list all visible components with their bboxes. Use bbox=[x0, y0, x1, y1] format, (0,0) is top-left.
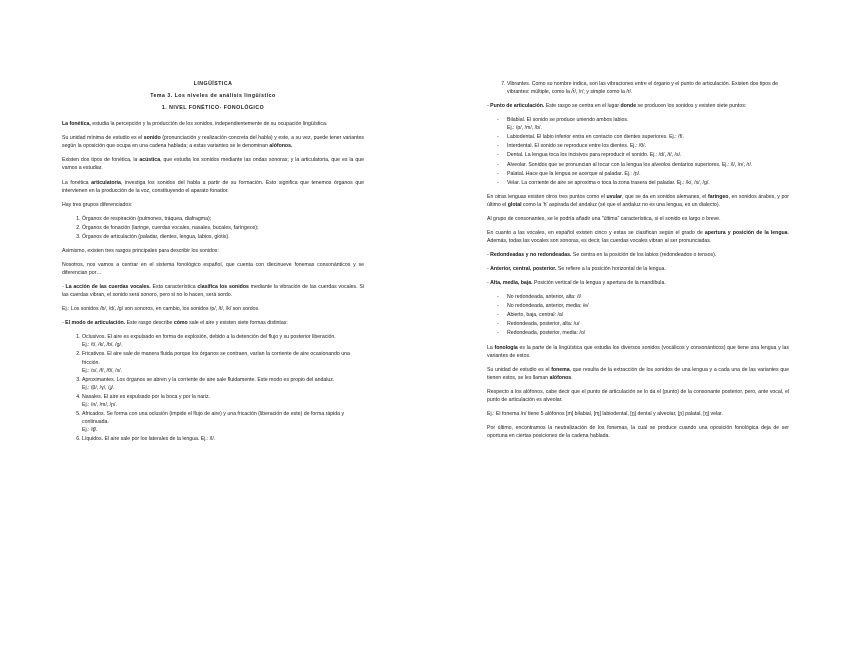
paragraph-anterior-central: - Anterior, central, posterior. Se refiere a la posición horizontal de la lengua. bbox=[487, 266, 666, 273]
list-item: - Interdental. El sonido se reproduce entre los dientes. Ej.: /θ/. bbox=[507, 142, 789, 150]
paragraph-punto-articulacion: - Punto de articulación. Este rasgo se centra en el lugar donde se producen los sonidos y existen siete puntos: bbox=[487, 103, 747, 110]
list-item: 1. Oclusivos. El aire es expulsado en forma de explosión, debido a la detención del flujo y su posterior liberación. Ej.: /t/, /k/, /b/, /g/. bbox=[82, 333, 364, 349]
paragraph-rasgos: Asimismo, existen tres rasgos principales para describir los sonidos: bbox=[62, 247, 219, 254]
modes-list bbox=[62, 333, 364, 443]
left-column bbox=[62, 80, 364, 449]
list-item: - Bilabial. El sonido se produce uniendo ambos labios. Ej.: /p/, /m/, /b/. bbox=[507, 116, 789, 132]
paragraph-neutralizacion: Por último, encontramos la neutralización de los fonemas, la cual se produce cuando una oposición fonológica deja de ser oportuna en ciertas posiciones de la cadena hablada. bbox=[487, 424, 789, 439]
organs-list bbox=[62, 215, 364, 241]
list-item: 3. Aproximantes. Los órganos se abren y la corriente de aire sale fluidamente. Este modo es propio del andaluz. Ej.: /β/, /γ/, /ʝ/. bbox=[82, 376, 364, 392]
list-item: - No redondeada, anterior, media: /e/ bbox=[507, 302, 789, 310]
list-item: 4. Nasales. El aire es expulsado por la boca y por la nariz. Ej.: /n/, /m/, /ɲ/. bbox=[82, 393, 364, 409]
paragraph-alta-media-baja: - Alta, media, baja. Posición vertical de la lengua y apertura de la mandíbula. bbox=[487, 280, 666, 287]
paragraph-tipos-fonetica: Existen dos tipos de fonética, la acústica, que estudia los sonidos mediante las ondas sonoras; y la articulatoria, que es la que vamos a estudiar. bbox=[62, 157, 365, 172]
list-item: - Dental. La lengua toca los incisivos para reproducir el sonido. Ej.: /d/, /t/, /s/. bbox=[507, 151, 789, 159]
list-item: - Labiodental. El labio inferior entra en contacto con dientes superiores. Ej.: /f/. bbox=[507, 133, 789, 141]
list-item: - Palatal. Hace que la lengua se acerque al paladar. Ej.: /ɲ/. bbox=[507, 170, 789, 178]
paragraph-modo-articulacion: - El modo de articulación. Este rasgo describe cómo sale el aire y existen siete formas distintas: bbox=[62, 320, 288, 327]
list-item: 7. Vibrantes. Como su nombre indica, son las vibraciones entre el órgano y el punto de articulación. Existen dos tipos de vibrantes: múltiple, como la /r̄/, /r/; y simple como la /r/. bbox=[507, 80, 789, 96]
list-item: - Redondeada, posterior, alta: /u/ bbox=[507, 320, 789, 328]
document-title: LINGÜÍSTICA bbox=[193, 81, 233, 87]
topic-title: Tema 3. Los niveles de análisis lingüístico bbox=[150, 93, 276, 100]
list-item: 6. Líquidos. El aire sale por los laterales de la lengua. Ej.: /l/. bbox=[82, 435, 364, 443]
paragraph-fonema: Su unidad de estudio es el fonema, que resulta de la extracción de los sonidos de una lengua y a cada una de las variantes que tienen estos, se les llaman alófonos. bbox=[487, 366, 789, 381]
list-item: 1. Órganos de respiración (pulmones, tráquea, diafragma); bbox=[82, 215, 364, 223]
paragraph-articulatoria: La fonética articulatoria, investiga los sonidos del habla a partir de su formación. Esto significa que tenemos órganos que intervienen en la producción de la voz, constituyendo el aparato fonador. bbox=[62, 179, 364, 194]
paragraph-otras-lenguas: En otras lenguas existen otros tres puntos como el uvular, que se da en sonidos alemanes, el faríngeo, en sonidos árabes, y por último el glotal como la 'h' aspirada del andaluz (sé que el andaluz no es una lengua, es un dialecto). bbox=[487, 193, 789, 208]
list-item: 2. Órganos de fonación (laringe, cuerdas vocales, nasales, bucales, faríngeos); bbox=[82, 224, 364, 232]
section-heading: 1. NIVEL FONÉTICO- FONOLÓGICO bbox=[161, 105, 265, 112]
points-list bbox=[487, 116, 789, 187]
modes-list-continued bbox=[487, 80, 789, 96]
paragraph-sonido: Su unidad mínima de estudio es el sonido (pronunciación y realización concreta del habla) y este, a su vez, puede tener variantes según la oposición que ocupa en una cadena hablada; a estas variantes se le denominan alófonos. bbox=[62, 135, 364, 150]
paragraph-grupos: Hay tres grupos diferenciados: bbox=[62, 201, 133, 208]
list-item: 5. Africados. Se forma con una oclusión (impide el flujo de aire) y una fricación (liberación de este) de forma rápida y continuada. Ej.: /ʧ/. bbox=[82, 410, 364, 434]
paragraph-sistema: Nosotros, nos vamos a centrar en el sistema fonológico español, que cuenta con diecinueve fonemas consonánticos y se diferencian por… bbox=[62, 261, 364, 276]
paragraph-fonologia: La fonología es la parte de la lingüística que estudia los diversos sonidos (vocálicos y consonánticos) que tiene una lengua y las variantes de estos. bbox=[487, 344, 789, 359]
vowels-list bbox=[487, 293, 789, 337]
paragraph-ejemplo-sonoros: Ej.: Los sonidos /b/, /d/, /g/ son sonoros, en cambio, los sonidos /p/, /t/, /k/ son sordos. bbox=[62, 306, 260, 313]
list-item: - Abierto, baja, central: /a/ bbox=[507, 311, 789, 319]
paragraph-largo-breve: Al grupo de consonantes, se le podría añadir una "última" característica, si el sonido es largo o breve. bbox=[487, 215, 721, 222]
paragraph-fonetica: La fonética, estudia la percepción y la producción de los sonidos, independientemente de su ocupación lingüística. bbox=[62, 121, 328, 128]
paragraph-redondeadas: - Redondeadas y no redondeadas. Se centra en la posición de los labios (redondeados o tensos). bbox=[487, 252, 717, 258]
list-item: - Alveolar. Sonidos que se pronuncian al tocar con la lengua los alveolos dentarios superiores. Ej.: /l/, /n/, /r/. bbox=[507, 161, 789, 169]
list-item: - Redondeada, posterior, media: /o/ bbox=[507, 329, 789, 337]
list-item: 2. Fricativos. El aire sale de manera fluida porque los órganos se contraen, varían la corriente de aire ocasionando una fricción. Ej.: /s/, /f/, /θ/, /x/. bbox=[82, 350, 364, 374]
paragraph-cuerdas-vocales: - La acción de las cuerdas vocales. Esta característica clasifica los sonidos mediante la vibración de las cuerdas vocales. Si las cuerdas vibran, el sonido será sonoro, pero si no lo hacen, será sordo. bbox=[62, 284, 364, 299]
list-item: - No redondeada, anterior, alta: /i/ bbox=[507, 293, 789, 301]
paragraph-vocales: En cuanto a las vocales, en español existen cinco y estas se clasifican según el grado de apertura y posición de la lengua. Además, todas las vocales son sonoras, es decir, las cuerdas vocales vibran al ser pronunciadas. bbox=[487, 229, 789, 244]
list-item: - Velar. La corriente de aire se aproxima o toca la zona trasera del paladar. Ej.: /k/, /x/, /g/. bbox=[507, 179, 789, 187]
paragraph-ejemplo-alofonos: Ej.: El fonema /n/ tiene 5 alófonos [m] bilabial, [ɱ] labiodental, [n̪] dental y alveolar, [ɲ] palatal, [ŋ] velar. bbox=[487, 410, 723, 417]
paragraph-alofonos: Respecto a los alófonos, cabe decir que el punto de articulación se lo da el (punto) de la consonante posterior, pero, ante vocal, el punto de articulación es alveolar. bbox=[487, 388, 789, 403]
right-column bbox=[487, 80, 789, 446]
list-item: 3. Órganos de articulación (paladar, dientes, lengua, labios, glotis). bbox=[82, 233, 364, 241]
